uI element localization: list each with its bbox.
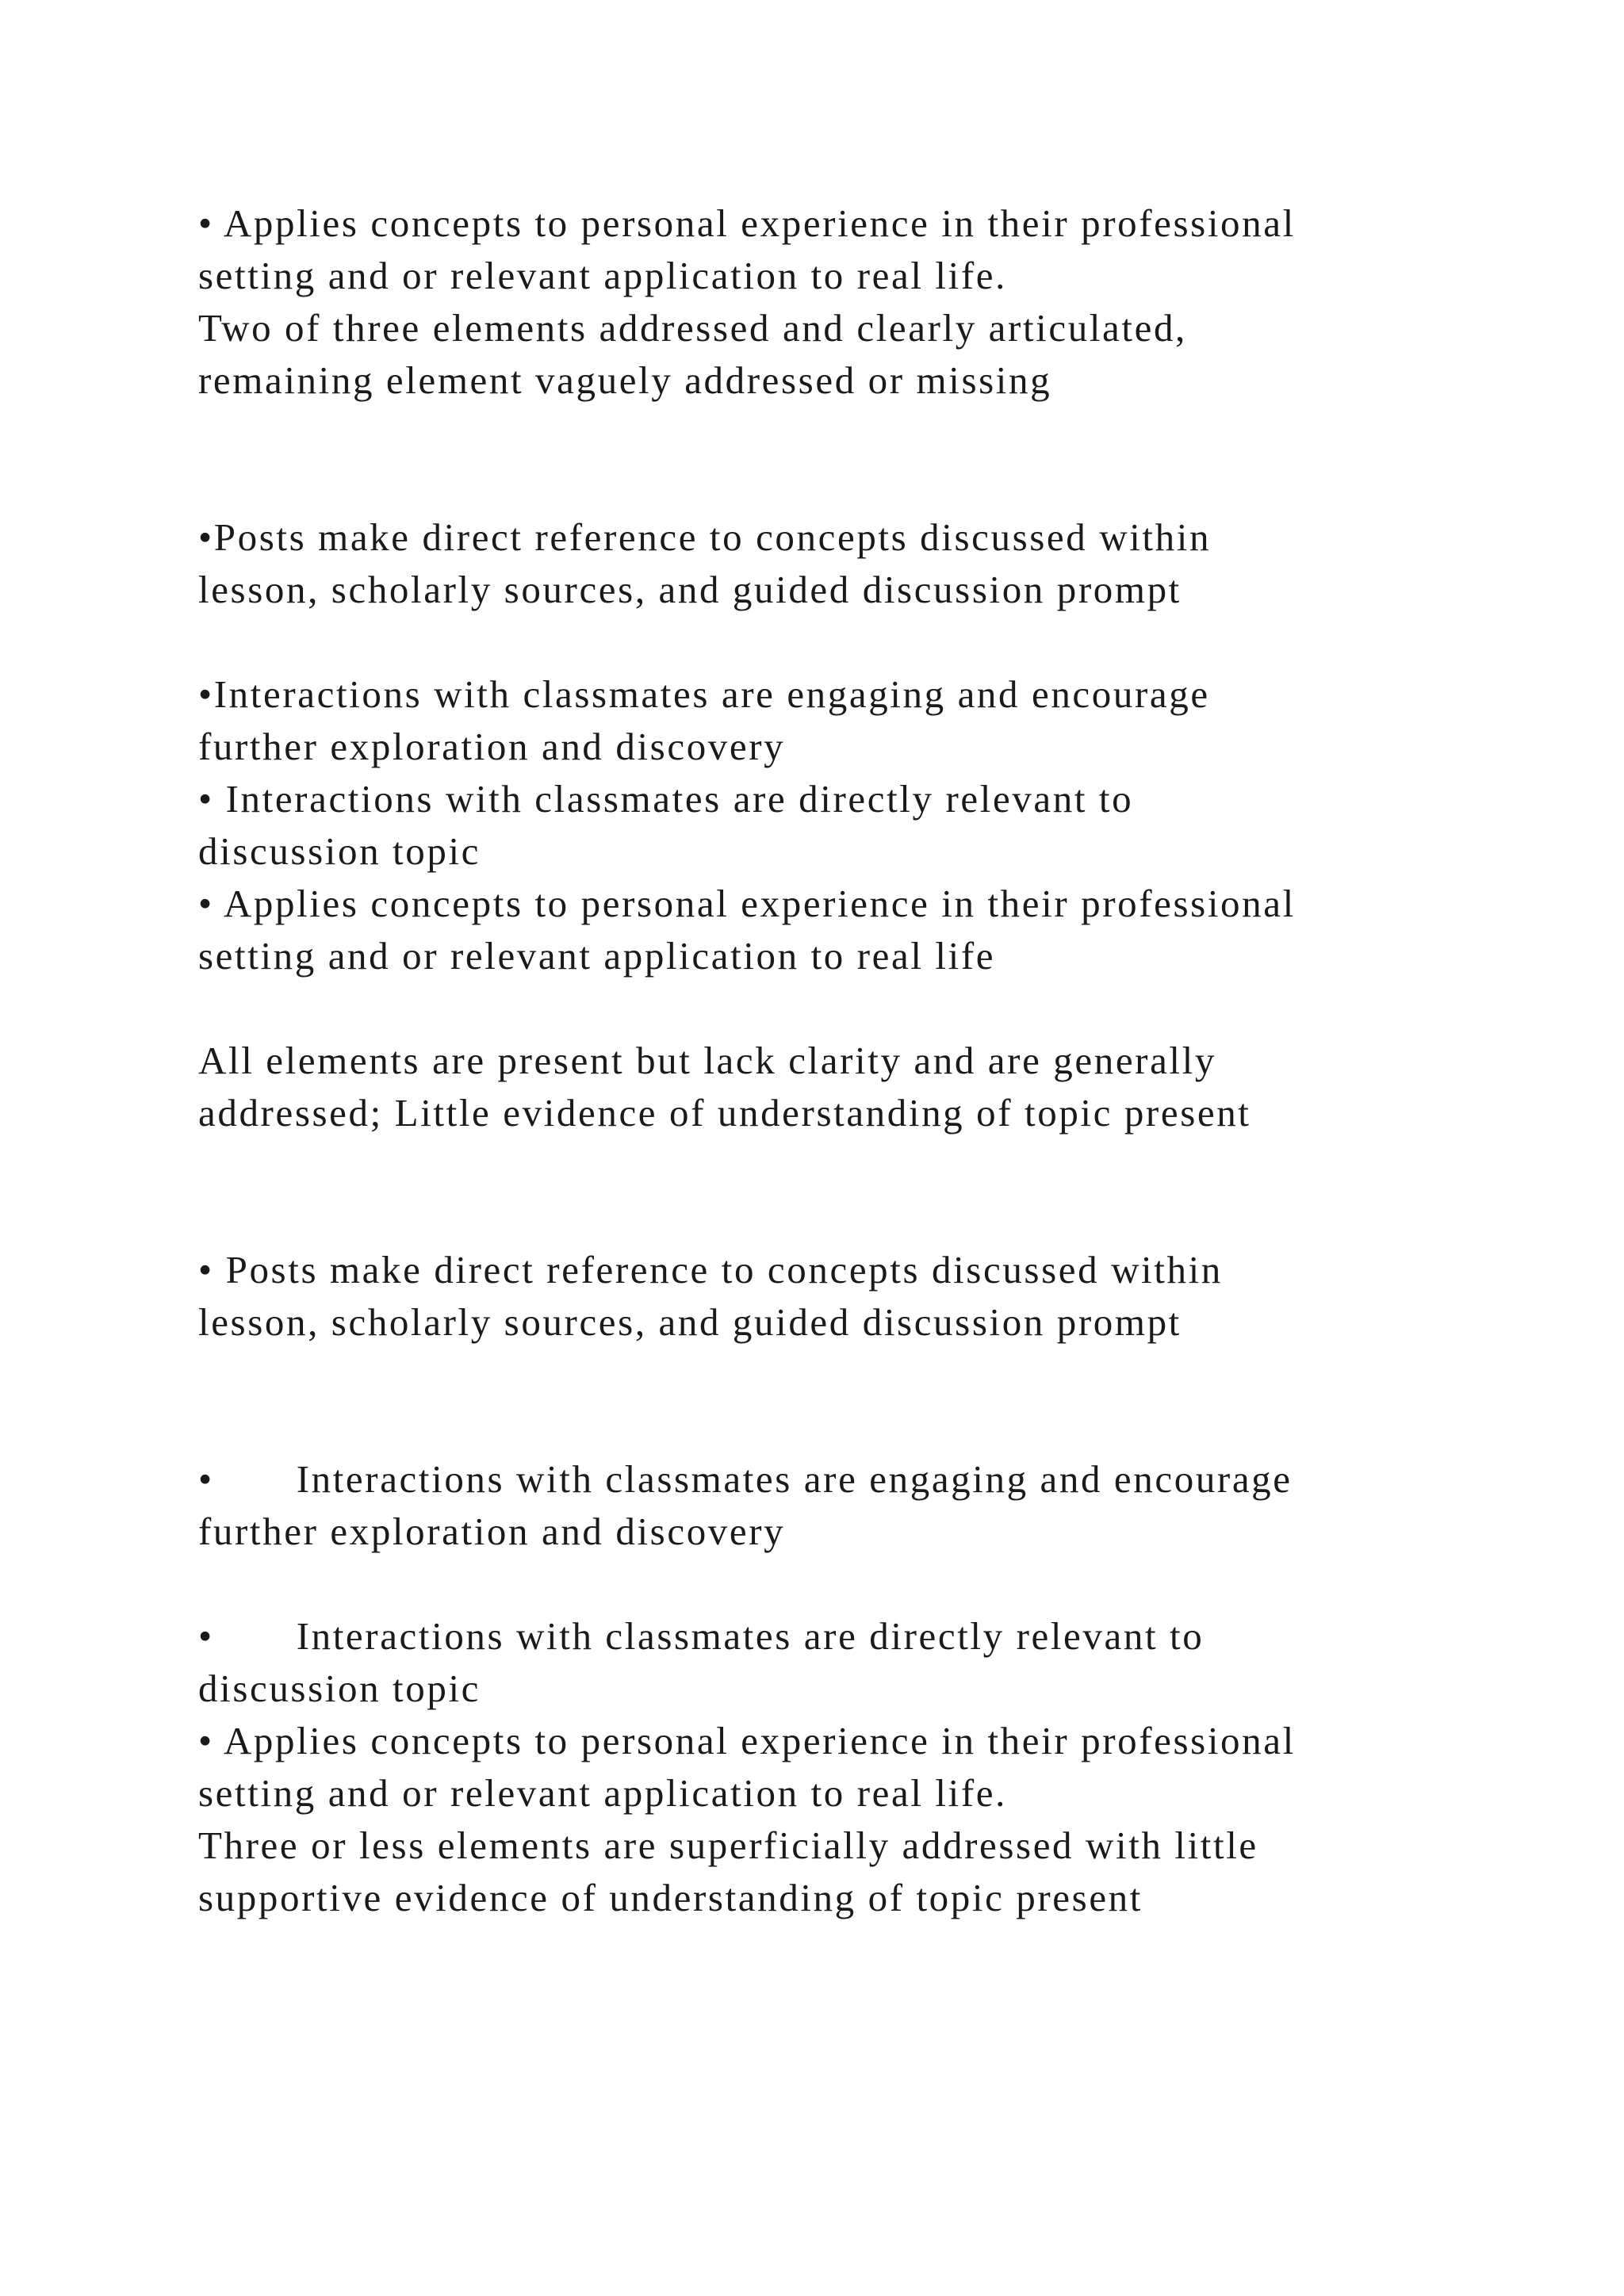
text-line: setting and or relevant application to real life. — [198, 1771, 1007, 1815]
text-line: •Posts make direct reference to concepts discussed within — [198, 515, 1212, 559]
text-line: • Interactions with classmates are directly relevant to — [198, 1614, 1205, 1658]
text-line: discussion topic — [198, 1667, 481, 1710]
text-line: remaining element vaguely addressed or missing — [198, 358, 1052, 402]
text-line: lesson, scholarly sources, and guided discussion prompt — [198, 1300, 1182, 1344]
text-line: lesson, scholarly sources, and guided discussion prompt — [198, 568, 1182, 611]
text-line: All elements are present but lack clarity and are generally — [198, 1039, 1216, 1082]
text-line: discussion topic — [198, 829, 481, 873]
text-line: • Posts make direct reference to concepts discussed within — [198, 1248, 1223, 1292]
text-line: • Interactions with classmates are engaging and encourage — [198, 1457, 1293, 1501]
text-line: • Applies concepts to personal experience in their professional — [198, 201, 1296, 245]
text-line: further exploration and discovery — [198, 1510, 786, 1553]
text-line: setting and or relevant application to real life. — [198, 254, 1007, 297]
text-line: further exploration and discovery — [198, 725, 786, 768]
text-line: supportive evidence of understanding of topic present — [198, 1876, 1143, 1919]
text-line: setting and or relevant application to real life — [198, 934, 996, 978]
text-line: addressed; Little evidence of understanding of topic present — [198, 1091, 1251, 1135]
text-line: • Applies concepts to personal experience in their professional — [198, 882, 1296, 925]
text-line: Three or less elements are superficially addressed with little — [198, 1823, 1258, 1867]
text-line: Two of three elements addressed and clearly articulated, — [198, 306, 1187, 350]
text-line: • Applies concepts to personal experience in their professional — [198, 1719, 1296, 1762]
text-line: • Interactions with classmates are directly relevant to — [198, 777, 1134, 821]
text-line: •Interactions with classmates are engaging and encourage — [198, 672, 1210, 716]
